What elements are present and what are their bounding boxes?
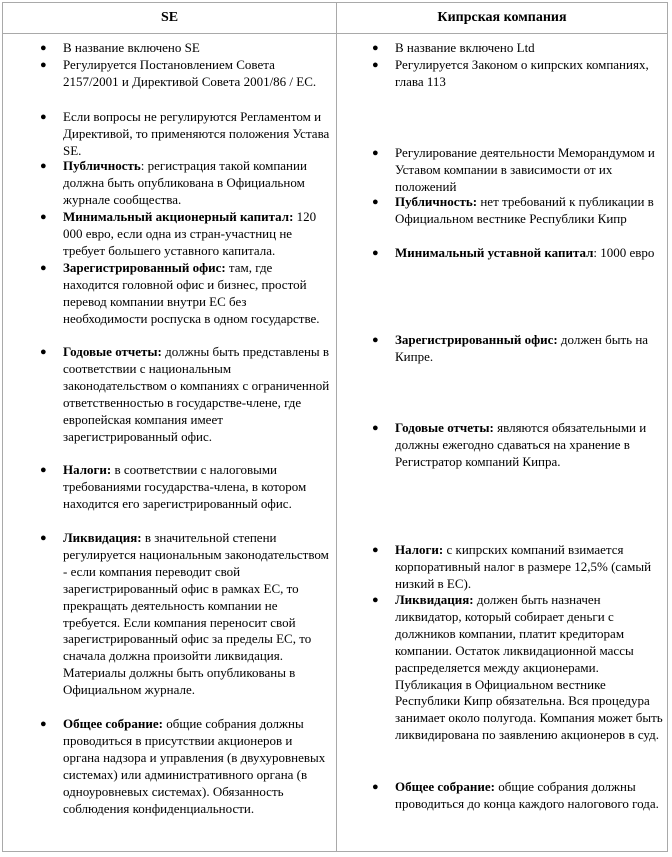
se-item-reports: ● Годовые отчеты: должны быть представлены в соответствии с национальным законодательством о компаниях с ограниченной ответственностью в государстве-члене, где европейская компания имеет зарегистрированный офис. [40,344,330,444]
bullet-icon: ● [372,147,379,159]
se-item-publicity: ● Публичность: регистрация такой компании должна быть опубликована в Официальном журнале сообщества. [40,158,307,207]
cyprus-item-memorandum: ● Регулирование деятельности Меморандумом и Уставом компании в зависимости от их положений [372,145,655,194]
se-item-regulation: ● Регулируется Постановлением Совета 2157/2001 и Директивой Совета 2001/86 / ЕС. [40,57,317,89]
cyprus-item-liquidation: ● Ликвидация: должен быть назначен ликвидатор, который собирает деньги с должников компании, платит кредиторам компании. Остаток ликвидационной массы распределяется между акционерами. Публикация в Официальном вестнике Республики Кипр обязательна. Вся процедура занимает около полугода. Компания может быть ликвидирована по заявлению акционеров в суд. [372,592,663,743]
cyprus-item-law: ● Регулируется Законом о кипрских компаниях, глава 113 [372,57,649,89]
se-item-statute: ● Если вопросы не регулируются Регламентом и Директивой, то применяются положения Устава SE. [40,109,330,158]
bullet-icon: ● [40,532,47,544]
cyprus-item-reports: ● Годовые отчеты: являются обязательными и должны ежегодно сдаваться на хранение в Регистратор компаний Кипра. [372,420,647,469]
cyprus-item-publicity: ● Публичность: нет требований к публикации в Официальном вестнике Республики Кипр [372,194,654,226]
bullet-icon: ● [40,42,47,54]
se-item-taxes: ● Налоги: в соответствии с налоговыми требованиями государства-члена, в котором находится его зарегистрированный офис. [40,462,307,511]
bullet-icon: ● [40,59,47,71]
cyprus-item-meeting: ● Общее собрание: общие собрания должны проводиться до конца каждого налогового года. [372,779,659,811]
bullet-icon: ● [372,196,379,208]
bullet-icon: ● [372,59,379,71]
se-item-name: ● В название включено SE [40,40,200,55]
bullet-icon: ● [40,111,47,123]
bullet-icon: ● [372,42,379,54]
bullet-icon: ● [372,594,379,606]
bullet-icon: ● [372,781,379,793]
column-divider [336,3,337,851]
bullet-icon: ● [372,247,379,259]
header-se: SE [160,10,179,25]
se-item-office: ● Зарегистрированный офис: там, где находится головной офис и бизнес, простой перевод компании внутри ЕС без необходимости роспуска в одном государстве. [40,260,320,326]
bullet-icon: ● [40,211,47,223]
bullet-icon: ● [40,464,47,476]
bullet-icon: ● [372,422,379,434]
bullet-icon: ● [372,544,379,556]
header-cyprus: Кипрская компания [437,10,567,25]
cyprus-item-office: ● Зарегистрированный офис: должен быть на Кипре. [372,332,649,364]
bullet-icon: ● [372,334,379,346]
se-item-liquidation: ● Ликвидация: в значительной степени регулируется национальным законодательством - если компания переводит свой зарегистрированный офис в рамках ЕС, то прекращать деятельность компании не требуется. Если компания переносит свой зарегистрированный офис за пределы ЕС, то сначала должна произойти ликвидация. Материалы должны быть опубликованы в Официальном журнале. [40,530,329,698]
se-item-meeting: ● Общее собрание: общие собрания должны проводиться в присутствии акционеров и органа надзора и управления (в двухуровневых системах) или административного органа (в одноуровневых системах). Обязанность соблюдения конфиденциальности. [40,716,326,816]
bullet-icon: ● [40,160,47,172]
bullet-icon: ● [40,262,47,274]
comparison-table [2,2,668,852]
bullet-icon: ● [40,718,47,730]
table-header-row [3,3,667,34]
cyprus-item-taxes: ● Налоги: с кипрских компаний взимается корпоративный налог в размере 12,5% (самый низкий в ЕС). [372,542,652,591]
bullet-icon: ● [40,346,47,358]
se-item-capital: ● Минимальный акционерный капитал: 120 000 евро, если одна из стран-участниц не требует большего уставного капитала. [40,209,317,258]
cyprus-item-name: ● В название включено Ltd [372,40,535,55]
cyprus-item-capital: ● Минимальный уставной капитал: 1000 евро [372,245,655,260]
